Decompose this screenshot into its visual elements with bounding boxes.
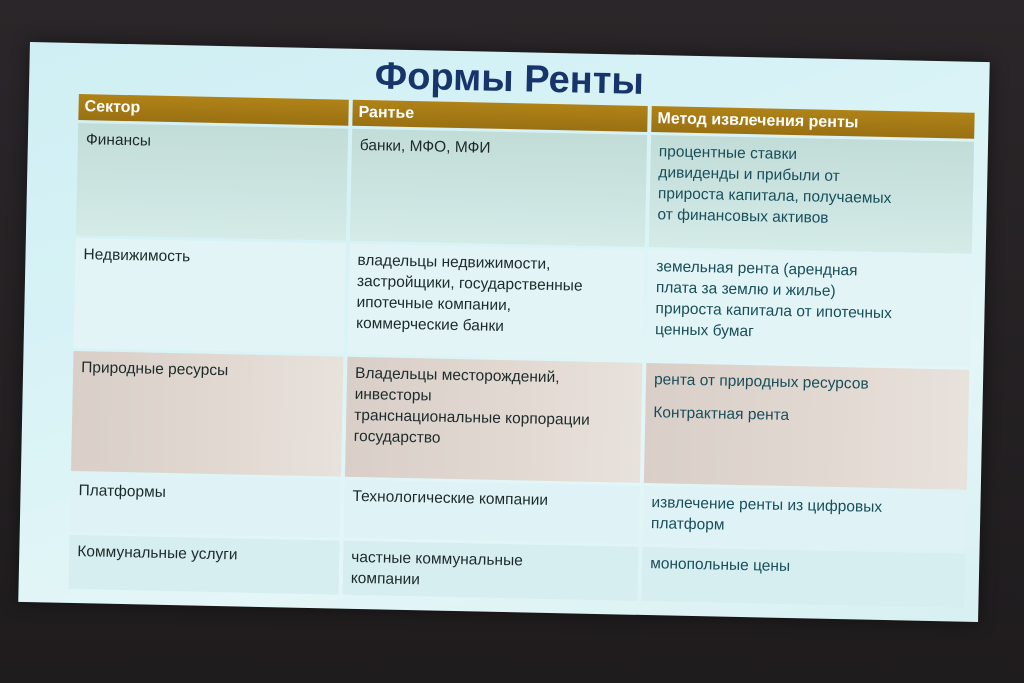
projector-screen <box>18 42 990 622</box>
cell-line: ценных бумаг <box>654 321 754 341</box>
cell-line: владельцы недвижимости, <box>357 251 551 273</box>
cell-rentier <box>345 357 642 483</box>
slide-title: Формы Ренты <box>374 55 645 103</box>
cell-line: банки, МФО, МФИ <box>359 136 491 157</box>
cell-sector: Коммунальные услуги <box>69 535 340 595</box>
cell-line: прироста капитала от ипотечных <box>655 300 893 323</box>
cell-line: рента от природных ресурсов <box>653 371 869 393</box>
cell-method <box>649 135 974 254</box>
cell-line: Контрактная рента <box>653 404 790 424</box>
cell-line: частные коммунальные <box>351 548 523 570</box>
cell-line: извлечение ренты из цифровых <box>651 494 883 516</box>
cell-method <box>643 486 967 551</box>
rent-forms-table <box>64 91 978 611</box>
cell-rentier <box>342 541 638 601</box>
cell-line: дивиденды и прибыли от <box>658 164 840 185</box>
cell-line: земельная рента (арендная <box>656 258 858 280</box>
cell-line: плата за землю и жилье) <box>655 279 836 300</box>
header-method: Метод извлечения ренты <box>651 106 974 139</box>
header-rentier: Рантье <box>352 100 647 132</box>
cell-rentier <box>344 480 640 544</box>
cell-line: компании <box>350 569 421 589</box>
cell-line: застройщики, государственные <box>356 272 583 295</box>
cell-line: прироста капитала, получаемых <box>657 185 892 208</box>
cell-line: Владельцы месторождений, <box>354 364 560 387</box>
table-row-natural-resources <box>71 351 969 490</box>
cell-sector: Платформы <box>70 474 341 538</box>
cell-line: Технологические компании <box>352 487 549 509</box>
cell-sector: Природные ресурсы <box>71 351 343 477</box>
cell-sector: Недвижимость <box>74 238 346 354</box>
cell-line: процентные ставки <box>658 143 798 164</box>
table-row-finance <box>76 123 974 254</box>
cell-line: инвесторы <box>354 385 432 405</box>
cell-line: монопольные цены <box>650 555 791 576</box>
cell-method <box>641 547 965 608</box>
cell-line: коммерческие банки <box>355 314 505 335</box>
header-sector: Сектор <box>78 94 348 126</box>
cell-rentier <box>348 244 645 360</box>
cell-line: ипотечные компании, <box>356 293 512 315</box>
cell-method <box>646 250 971 367</box>
cell-sector: Финансы <box>76 123 348 241</box>
cell-rentier <box>350 129 647 247</box>
cell-line: платформ <box>650 515 725 534</box>
cell-line: государство <box>353 427 441 447</box>
cell-line: транснациональные корпорации <box>354 406 590 429</box>
cell-method <box>644 363 969 490</box>
table-row-real-estate <box>74 238 972 367</box>
cell-line: от финансовых активов <box>657 206 829 227</box>
